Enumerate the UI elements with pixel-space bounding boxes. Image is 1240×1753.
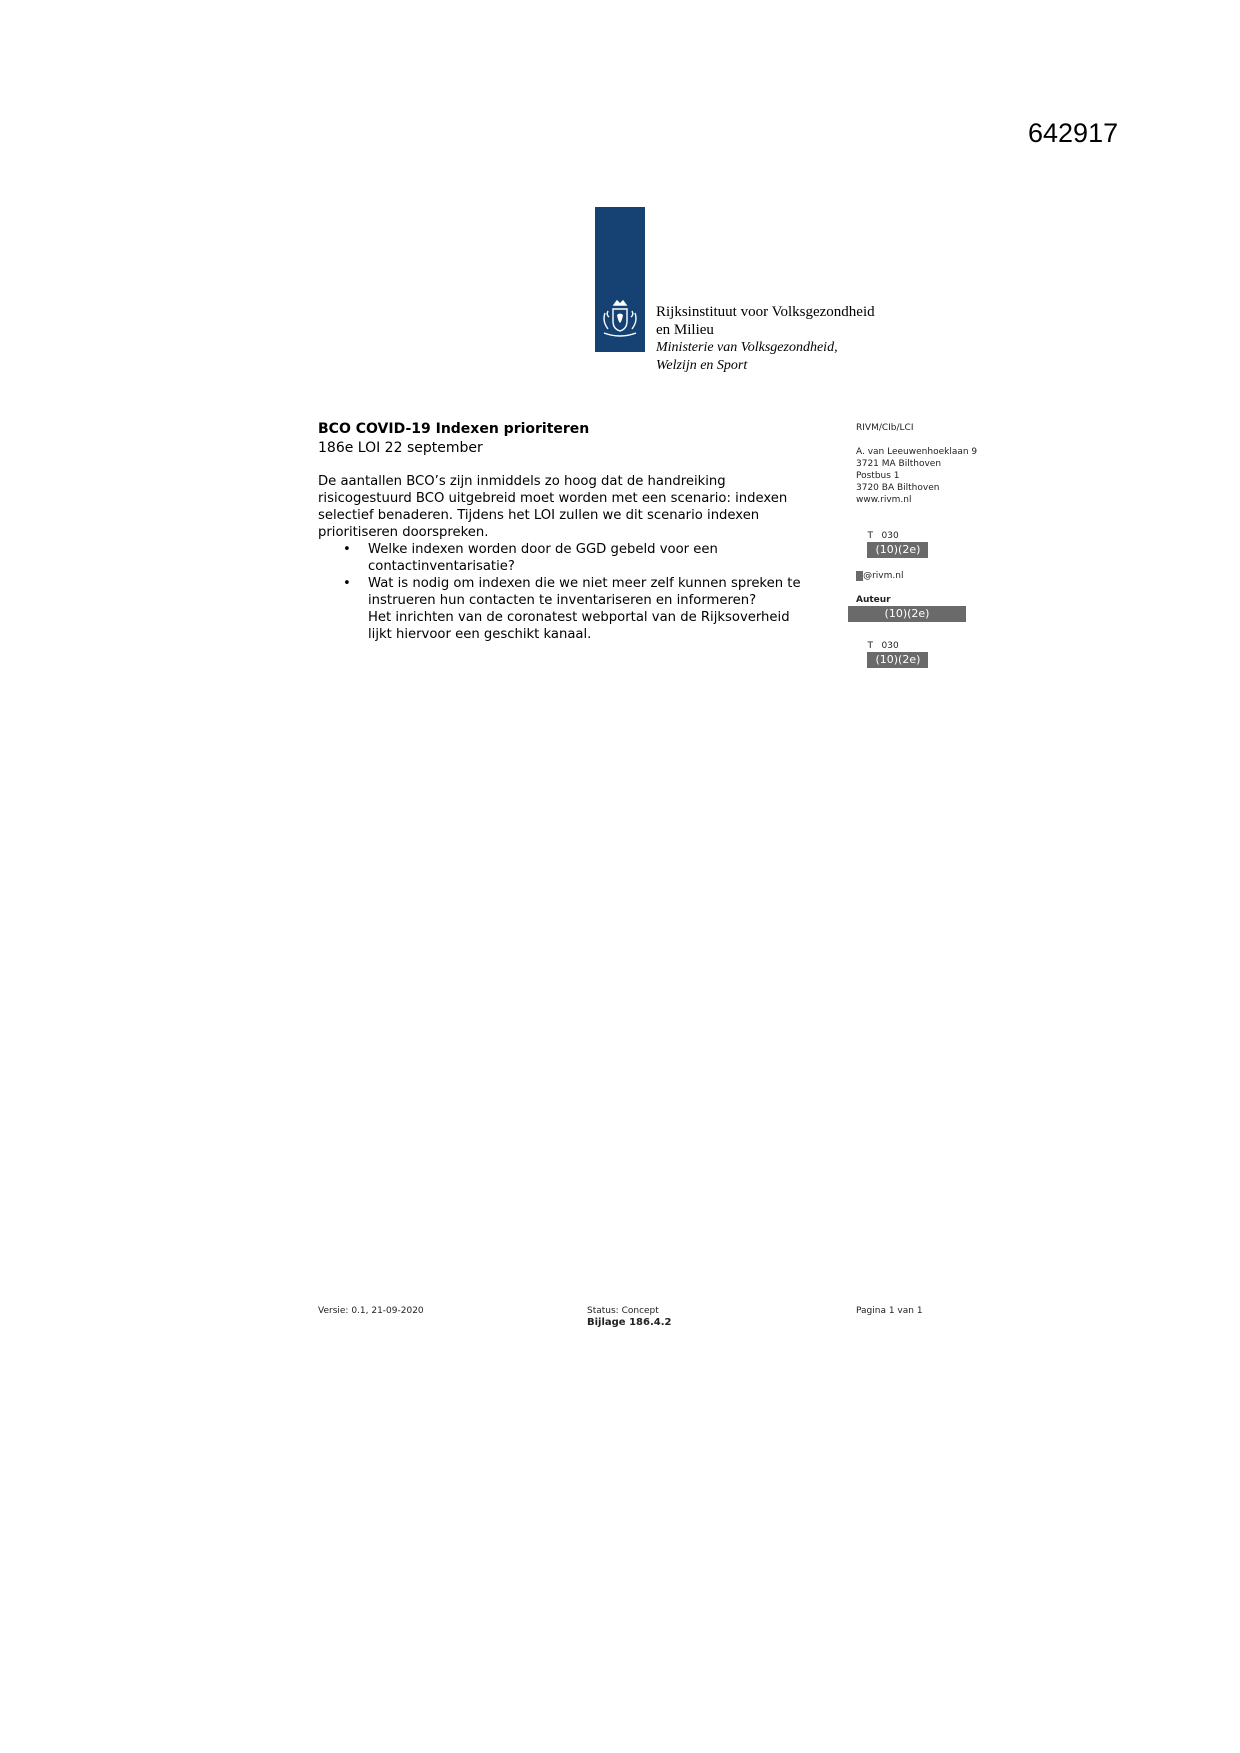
phone-prefix: T 030	[867, 641, 899, 651]
bullet-line: contactinventarisatie?	[368, 559, 515, 574]
para-line: De aantallen BCO’s zijn inmiddels zo hoog dat de handreiking	[318, 474, 726, 489]
organization-name	[656, 303, 875, 375]
footer-attachment: Bijlage 186.4.2	[587, 1317, 672, 1328]
bullet-icon: •	[343, 542, 351, 557]
address-line: Postbus 1	[856, 471, 900, 481]
address-line: A. van Leeuwenhoeklaan 9	[856, 447, 978, 457]
document-title: BCO COVID-19 Indexen prioriteren	[318, 421, 590, 437]
bullet-line: Het inrichten van de coronatest webportal van de Rijksoverheid	[368, 610, 790, 625]
document-number: 642917	[1028, 118, 1119, 148]
bullet-icon: •	[343, 576, 351, 591]
footer-page: Pagina 1 van 1	[856, 1306, 923, 1316]
para-line: selectief benaderen. Tijdens het LOI zullen we dit scenario indexen	[318, 508, 760, 523]
email-line	[856, 570, 977, 582]
ministry-line-1: Ministerie van Volksgezondheid,	[656, 340, 838, 355]
website: www.rivm.nl	[856, 495, 912, 505]
sidebar-contact	[856, 422, 977, 680]
bullet-line: lijkt hiervoor een geschikt kanaal.	[368, 627, 592, 642]
redaction-block: (10)(2e)	[867, 542, 928, 558]
bullet-list	[318, 541, 838, 643]
org-line-1: Rijksinstituut voor Volksgezondheid	[656, 304, 875, 320]
phone-line	[856, 518, 977, 570]
email-suffix: @rivm.nl	[863, 571, 904, 581]
author-phone-line	[856, 628, 977, 680]
document-subtitle: 186e LOI 22 september	[318, 440, 483, 456]
department: RIVM/CIb/LCI	[856, 423, 914, 433]
bullet-line: Wat is nodig om indexen die we niet meer zelf kunnen spreken te	[368, 576, 801, 591]
footer-status-block	[587, 1305, 671, 1329]
coat-of-arms-icon	[600, 299, 640, 341]
para-line: risicogestuurd BCO uitgebreid moet worden met een scenario: indexen	[318, 491, 788, 506]
redaction-block: (10)(2e)	[848, 606, 966, 622]
bullet-line: instrueren hun contacten te inventariseren en informeren?	[368, 593, 757, 608]
footer-version: Versie: 0.1, 21-09-2020	[318, 1306, 424, 1316]
address-line: 3721 MA Bilthoven	[856, 459, 942, 469]
org-line-2: en Milieu	[656, 322, 714, 338]
intro-paragraph	[318, 473, 838, 541]
author-label: Auteur	[856, 595, 891, 605]
bullet-line: Welke indexen worden door de GGD gebeld voor een	[368, 542, 718, 557]
list-item	[318, 541, 838, 575]
redaction-block: (10)(2e)	[867, 652, 928, 668]
logo-bar	[595, 207, 645, 352]
address-line: 3720 BA Bilthoven	[856, 483, 940, 493]
footer-status: Status: Concept	[587, 1306, 659, 1316]
phone-prefix: T 030	[867, 531, 899, 541]
body-text	[318, 473, 838, 643]
ministry-line-2: Welzijn en Sport	[656, 358, 748, 373]
list-item	[318, 575, 838, 643]
para-line: prioritiseren doorspreken.	[318, 525, 489, 540]
